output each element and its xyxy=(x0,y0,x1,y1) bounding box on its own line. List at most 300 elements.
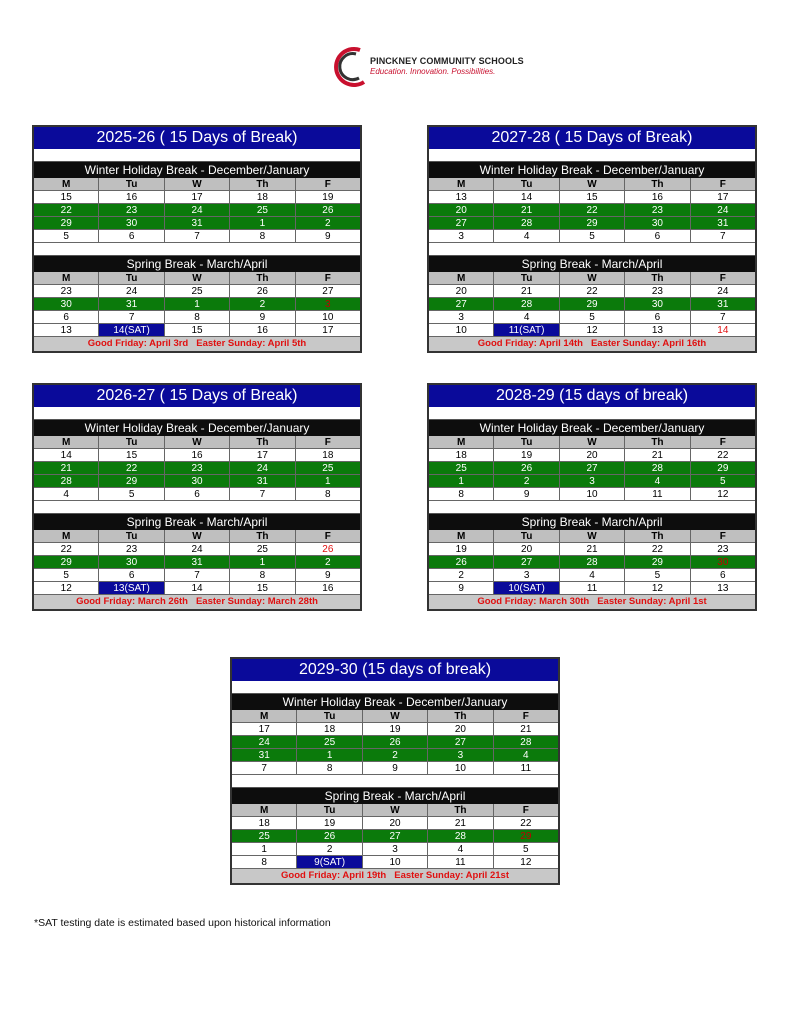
date-cell: 18 xyxy=(230,191,295,204)
date-cell: 9 xyxy=(230,311,295,324)
date-cell: 4 xyxy=(428,843,493,856)
school-week-row xyxy=(34,569,360,582)
date-cell: 7 xyxy=(691,230,755,243)
date-cell: 15 xyxy=(165,324,230,337)
date-cell: 5 xyxy=(625,569,690,582)
calendar-title: 2029-30 (15 days of break) xyxy=(232,659,558,681)
date-cell: 14 xyxy=(691,324,755,337)
weekday-header: W xyxy=(560,530,625,543)
spacer-row xyxy=(34,243,360,256)
weekday-header: W xyxy=(363,804,428,817)
break-week-row xyxy=(34,204,360,217)
date-cell: 10 xyxy=(560,488,625,501)
date-cell: 12 xyxy=(494,856,558,869)
date-cell: 1 xyxy=(230,556,295,569)
school-week-row xyxy=(34,285,360,298)
date-cell: 31 xyxy=(691,298,755,311)
date-cell: 5 xyxy=(560,230,625,243)
date-cell: 27 xyxy=(429,217,494,230)
date-cell: 15 xyxy=(34,191,99,204)
date-cell: 1 xyxy=(429,475,494,488)
date-cell: 16 xyxy=(296,582,360,595)
date-cell: 14 xyxy=(165,582,230,595)
date-cell: 15 xyxy=(560,191,625,204)
weekday-header: W xyxy=(165,272,230,285)
weekday-header: M xyxy=(34,530,99,543)
date-cell: 29 xyxy=(625,556,690,569)
weekday-header-row xyxy=(34,436,360,449)
school-week-row xyxy=(232,817,558,830)
date-cell: 5 xyxy=(34,230,99,243)
date-cell: 21 xyxy=(494,204,559,217)
date-cell: 28 xyxy=(560,556,625,569)
school-week-row xyxy=(34,311,360,324)
date-cell: 17 xyxy=(296,324,360,337)
date-cell: 3 xyxy=(429,311,494,324)
school-week-row xyxy=(232,843,558,856)
sat-date-cell: 9(SAT) xyxy=(297,856,362,869)
break-week-row xyxy=(429,556,755,569)
date-cell: 12 xyxy=(691,488,755,501)
date-cell: 30 xyxy=(165,475,230,488)
date-cell: 25 xyxy=(297,736,362,749)
date-cell: 23 xyxy=(99,543,164,556)
winter-break-title: Winter Holiday Break - December/January xyxy=(34,162,360,178)
weekday-header-row xyxy=(429,178,755,191)
date-cell: 6 xyxy=(691,569,755,582)
date-cell: 30 xyxy=(691,556,755,569)
spacer-row xyxy=(429,243,755,256)
weekday-header: Th xyxy=(428,710,493,723)
date-cell: 2 xyxy=(494,475,559,488)
date-cell: 1 xyxy=(230,217,295,230)
date-cell: 31 xyxy=(165,556,230,569)
date-cell: 1 xyxy=(232,843,297,856)
weekday-header: M xyxy=(429,530,494,543)
holiday-footer xyxy=(429,337,755,351)
school-week-row xyxy=(34,543,360,556)
date-cell: 26 xyxy=(297,830,362,843)
date-cell: 6 xyxy=(99,230,164,243)
date-cell: 6 xyxy=(625,311,690,324)
date-cell: 22 xyxy=(560,285,625,298)
date-cell: 12 xyxy=(625,582,690,595)
weekday-header: Th xyxy=(230,436,295,449)
date-cell: 3 xyxy=(429,230,494,243)
date-cell: 18 xyxy=(429,449,494,462)
date-cell: 18 xyxy=(232,817,297,830)
break-week-row xyxy=(429,204,755,217)
date-cell: 7 xyxy=(232,762,297,775)
date-cell: 2 xyxy=(297,843,362,856)
date-cell: 27 xyxy=(429,298,494,311)
calendar-title: 2026-27 ( 15 Days of Break) xyxy=(34,385,360,407)
winter-break-title: Winter Holiday Break - December/January xyxy=(232,694,558,710)
date-cell: 31 xyxy=(232,749,297,762)
date-cell: 31 xyxy=(230,475,295,488)
break-week-row xyxy=(34,556,360,569)
calendar-2 xyxy=(32,383,362,611)
date-cell: 10 xyxy=(296,311,360,324)
weekday-header: W xyxy=(165,530,230,543)
date-cell: 26 xyxy=(429,556,494,569)
date-cell: 15 xyxy=(99,449,164,462)
weekday-header: W xyxy=(165,436,230,449)
weekday-header: Tu xyxy=(494,178,559,191)
date-cell: 27 xyxy=(494,556,559,569)
weekday-header: Tu xyxy=(99,178,164,191)
date-cell: 21 xyxy=(34,462,99,475)
sat-date-cell: 14(SAT) xyxy=(99,324,164,337)
holiday-footer xyxy=(34,595,360,609)
school-week-row xyxy=(34,324,360,337)
weekday-header: F xyxy=(296,436,360,449)
school-week-row xyxy=(429,449,755,462)
date-cell: 20 xyxy=(363,817,428,830)
date-cell: 1 xyxy=(297,749,362,762)
easter-sunday-label: Easter Sunday: April 5th xyxy=(196,338,307,349)
date-cell: 9 xyxy=(296,569,360,582)
date-cell: 14 xyxy=(34,449,99,462)
date-cell: 2 xyxy=(429,569,494,582)
date-cell: 10 xyxy=(363,856,428,869)
date-cell: 30 xyxy=(625,298,690,311)
weekday-header: Th xyxy=(625,530,690,543)
school-week-row xyxy=(429,311,755,324)
winter-break-title: Winter Holiday Break - December/January xyxy=(429,420,755,436)
date-cell: 5 xyxy=(691,475,755,488)
school-week-row xyxy=(429,230,755,243)
easter-sunday-label: Easter Sunday: March 28th xyxy=(195,596,318,607)
good-friday-label: Good Friday: April 19th xyxy=(281,870,387,881)
date-cell: 10 xyxy=(428,762,493,775)
weekday-header: M xyxy=(232,710,297,723)
date-cell: 29 xyxy=(34,217,99,230)
date-cell: 5 xyxy=(560,311,625,324)
date-cell: 23 xyxy=(165,462,230,475)
date-cell: 27 xyxy=(296,285,360,298)
date-cell: 2 xyxy=(296,556,360,569)
date-cell: 16 xyxy=(625,191,690,204)
weekday-header: W xyxy=(560,178,625,191)
weekday-header-row xyxy=(232,710,558,723)
school-week-row xyxy=(34,582,360,595)
date-cell: 3 xyxy=(363,843,428,856)
date-cell: 5 xyxy=(99,488,164,501)
weekday-header: Th xyxy=(625,436,690,449)
good-friday-label: Good Friday: April 14th xyxy=(477,338,583,349)
spring-break-title: Spring Break - March/April xyxy=(429,256,755,272)
break-week-row xyxy=(429,475,755,488)
date-cell: 29 xyxy=(691,462,755,475)
sat-footnote: *SAT testing date is estimated based upon historical information xyxy=(34,917,331,929)
date-cell: 28 xyxy=(494,736,558,749)
date-cell: 19 xyxy=(494,449,559,462)
weekday-header: F xyxy=(494,710,558,723)
break-week-row xyxy=(429,217,755,230)
date-cell: 6 xyxy=(34,311,99,324)
date-cell: 7 xyxy=(99,311,164,324)
weekday-header: W xyxy=(363,710,428,723)
date-cell: 20 xyxy=(429,204,494,217)
date-cell: 2 xyxy=(363,749,428,762)
weekday-header-row xyxy=(429,530,755,543)
date-cell: 31 xyxy=(691,217,755,230)
date-cell: 4 xyxy=(494,749,558,762)
date-cell: 5 xyxy=(34,569,99,582)
date-cell: 22 xyxy=(691,449,755,462)
school-week-row xyxy=(34,449,360,462)
school-week-row xyxy=(232,723,558,736)
date-cell: 8 xyxy=(232,856,297,869)
date-cell: 4 xyxy=(560,569,625,582)
date-cell: 19 xyxy=(296,191,360,204)
date-cell: 28 xyxy=(428,830,493,843)
date-cell: 23 xyxy=(691,543,755,556)
good-friday-label: Good Friday: March 30th xyxy=(477,596,590,607)
break-week-row xyxy=(232,830,558,843)
weekday-header-row xyxy=(34,272,360,285)
date-cell: 3 xyxy=(428,749,493,762)
date-cell: 1 xyxy=(296,475,360,488)
date-cell: 17 xyxy=(232,723,297,736)
date-cell: 23 xyxy=(99,204,164,217)
date-cell: 24 xyxy=(232,736,297,749)
date-cell: 16 xyxy=(230,324,295,337)
weekday-header: W xyxy=(165,178,230,191)
date-cell: 22 xyxy=(34,204,99,217)
break-week-row xyxy=(232,749,558,762)
date-cell: 28 xyxy=(494,298,559,311)
spacer-row xyxy=(429,407,755,420)
date-cell: 20 xyxy=(429,285,494,298)
date-cell: 31 xyxy=(165,217,230,230)
date-cell: 13 xyxy=(34,324,99,337)
weekday-header: Th xyxy=(428,804,493,817)
date-cell: 22 xyxy=(494,817,558,830)
date-cell: 20 xyxy=(494,543,559,556)
date-cell: 29 xyxy=(494,830,558,843)
date-cell: 24 xyxy=(230,462,295,475)
date-cell: 2 xyxy=(296,217,360,230)
weekday-header-row xyxy=(34,178,360,191)
weekday-header: F xyxy=(296,272,360,285)
good-friday-label: Good Friday: April 3rd xyxy=(87,338,189,349)
date-cell: 8 xyxy=(429,488,494,501)
date-cell: 18 xyxy=(296,449,360,462)
weekday-header-row xyxy=(34,530,360,543)
good-friday-label: Good Friday: March 26th xyxy=(76,596,188,607)
date-cell: 31 xyxy=(99,298,164,311)
date-cell: 7 xyxy=(230,488,295,501)
date-cell: 25 xyxy=(296,462,360,475)
weekday-header: Tu xyxy=(494,530,559,543)
weekday-header: Th xyxy=(625,272,690,285)
break-week-row xyxy=(429,298,755,311)
date-cell: 1 xyxy=(165,298,230,311)
date-cell: 29 xyxy=(560,217,625,230)
date-cell: 20 xyxy=(428,723,493,736)
date-cell: 22 xyxy=(99,462,164,475)
weekday-header: Tu xyxy=(297,804,362,817)
weekday-header: Th xyxy=(625,178,690,191)
school-week-row xyxy=(429,488,755,501)
spacer-row xyxy=(232,775,558,788)
weekday-header: Tu xyxy=(494,272,559,285)
school-name: PINCKNEY COMMUNITY SCHOOLS xyxy=(370,56,524,66)
date-cell: 23 xyxy=(34,285,99,298)
date-cell: 11 xyxy=(560,582,625,595)
calendar-4 xyxy=(230,657,560,885)
date-cell: 13 xyxy=(691,582,755,595)
date-cell: 9 xyxy=(429,582,494,595)
weekday-header: W xyxy=(560,272,625,285)
date-cell: 3 xyxy=(296,298,360,311)
weekday-header: F xyxy=(691,178,755,191)
date-cell: 9 xyxy=(494,488,559,501)
date-cell: 21 xyxy=(625,449,690,462)
holiday-footer xyxy=(34,337,360,351)
winter-break-title: Winter Holiday Break - December/January xyxy=(34,420,360,436)
date-cell: 17 xyxy=(230,449,295,462)
weekday-header-row xyxy=(429,436,755,449)
date-cell: 6 xyxy=(99,569,164,582)
weekday-header: F xyxy=(691,272,755,285)
calendar-title: 2028-29 (15 days of break) xyxy=(429,385,755,407)
school-week-row xyxy=(429,543,755,556)
weekday-header: Tu xyxy=(99,436,164,449)
school-week-row xyxy=(429,191,755,204)
date-cell: 17 xyxy=(691,191,755,204)
date-cell: 4 xyxy=(494,311,559,324)
weekday-header: M xyxy=(429,178,494,191)
break-week-row xyxy=(232,736,558,749)
date-cell: 26 xyxy=(296,543,360,556)
date-cell: 28 xyxy=(494,217,559,230)
date-cell: 19 xyxy=(297,817,362,830)
school-week-row xyxy=(34,191,360,204)
date-cell: 30 xyxy=(99,556,164,569)
break-week-row xyxy=(429,462,755,475)
date-cell: 30 xyxy=(99,217,164,230)
weekday-header: Th xyxy=(230,530,295,543)
break-week-row xyxy=(34,475,360,488)
date-cell: 24 xyxy=(165,204,230,217)
date-cell: 27 xyxy=(363,830,428,843)
weekday-header-row xyxy=(232,804,558,817)
school-week-row xyxy=(429,285,755,298)
break-week-row xyxy=(34,462,360,475)
date-cell: 10 xyxy=(429,324,494,337)
date-cell: 25 xyxy=(232,830,297,843)
date-cell: 16 xyxy=(99,191,164,204)
date-cell: 29 xyxy=(560,298,625,311)
date-cell: 6 xyxy=(625,230,690,243)
spacer-row xyxy=(429,149,755,162)
date-cell: 9 xyxy=(296,230,360,243)
date-cell: 21 xyxy=(560,543,625,556)
date-cell: 2 xyxy=(230,298,295,311)
weekday-header: M xyxy=(34,178,99,191)
date-cell: 26 xyxy=(363,736,428,749)
date-cell: 25 xyxy=(230,204,295,217)
date-cell: 19 xyxy=(429,543,494,556)
date-cell: 22 xyxy=(560,204,625,217)
weekday-header: Tu xyxy=(494,436,559,449)
calendar-title: 2027-28 ( 15 Days of Break) xyxy=(429,127,755,149)
date-cell: 15 xyxy=(230,582,295,595)
school-logo xyxy=(330,44,524,90)
calendar-0 xyxy=(32,125,362,353)
date-cell: 8 xyxy=(230,230,295,243)
date-cell: 13 xyxy=(429,191,494,204)
spring-break-title: Spring Break - March/April xyxy=(34,256,360,272)
date-cell: 28 xyxy=(625,462,690,475)
date-cell: 23 xyxy=(625,204,690,217)
school-week-row xyxy=(429,569,755,582)
date-cell: 29 xyxy=(34,556,99,569)
date-cell: 5 xyxy=(494,843,558,856)
date-cell: 14 xyxy=(494,191,559,204)
weekday-header: F xyxy=(494,804,558,817)
weekday-header: Tu xyxy=(297,710,362,723)
weekday-header: Tu xyxy=(99,530,164,543)
sat-date-cell: 13(SAT) xyxy=(99,582,164,595)
date-cell: 19 xyxy=(363,723,428,736)
spacer-row xyxy=(429,501,755,514)
date-cell: 8 xyxy=(296,488,360,501)
date-cell: 24 xyxy=(165,543,230,556)
spacer-row xyxy=(34,149,360,162)
date-cell: 9 xyxy=(363,762,428,775)
date-cell: 8 xyxy=(297,762,362,775)
date-cell: 24 xyxy=(99,285,164,298)
school-week-row xyxy=(34,488,360,501)
spring-break-title: Spring Break - March/April xyxy=(34,514,360,530)
weekday-header: Th xyxy=(230,272,295,285)
weekday-header: Th xyxy=(230,178,295,191)
date-cell: 7 xyxy=(691,311,755,324)
date-cell: 25 xyxy=(429,462,494,475)
date-cell: 26 xyxy=(230,285,295,298)
weekday-header: M xyxy=(34,272,99,285)
holiday-footer xyxy=(429,595,755,609)
weekday-header: F xyxy=(296,178,360,191)
weekday-header: F xyxy=(296,530,360,543)
date-cell: 8 xyxy=(230,569,295,582)
date-cell: 30 xyxy=(625,217,690,230)
date-cell: 24 xyxy=(691,285,755,298)
date-cell: 12 xyxy=(560,324,625,337)
break-week-row xyxy=(34,298,360,311)
weekday-header: M xyxy=(232,804,297,817)
spacer-row xyxy=(34,407,360,420)
date-cell: 4 xyxy=(494,230,559,243)
date-cell: 3 xyxy=(560,475,625,488)
school-week-row xyxy=(232,762,558,775)
date-cell: 26 xyxy=(494,462,559,475)
calendar-title: 2025-26 ( 15 Days of Break) xyxy=(34,127,360,149)
date-cell: 17 xyxy=(165,191,230,204)
date-cell: 21 xyxy=(494,723,558,736)
weekday-header: Tu xyxy=(99,272,164,285)
school-week-row xyxy=(429,324,755,337)
spring-break-title: Spring Break - March/April xyxy=(232,788,558,804)
spacer-row xyxy=(34,501,360,514)
weekday-header: M xyxy=(429,272,494,285)
date-cell: 11 xyxy=(428,856,493,869)
date-cell: 23 xyxy=(625,285,690,298)
